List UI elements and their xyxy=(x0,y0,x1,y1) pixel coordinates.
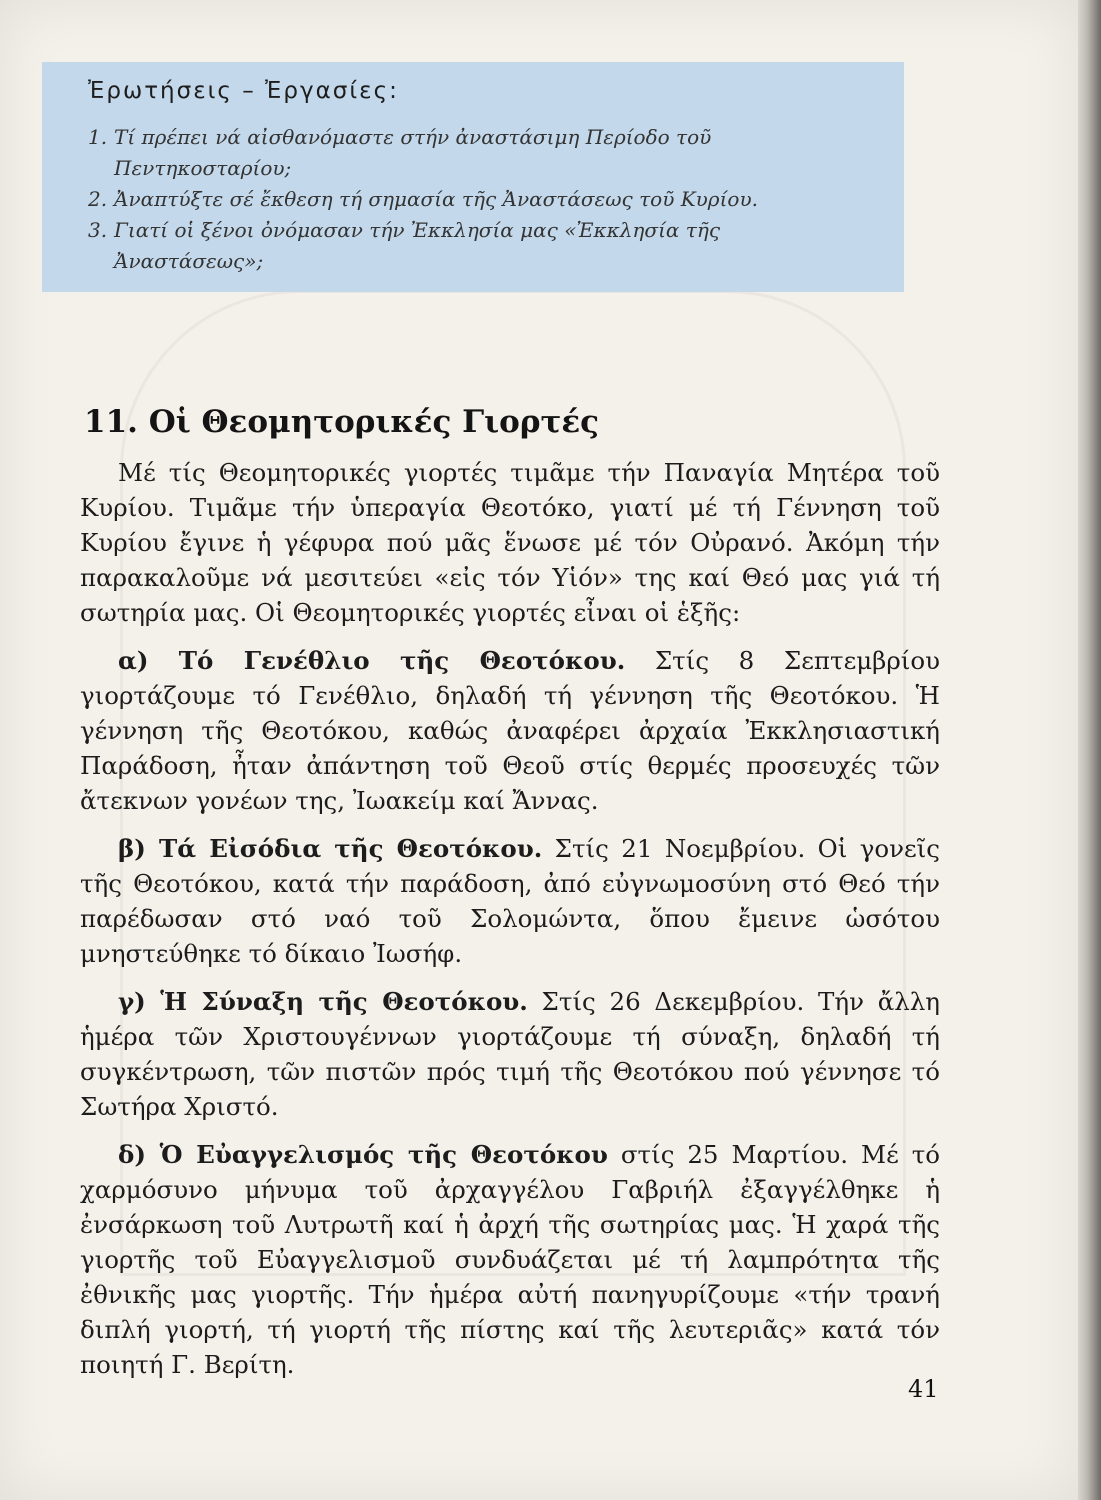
feast-text: στίς 25 Μαρτίου. Μέ τό χαρμόσυνο μήνυμα τοῦ ἀρχαγγέλου Γαβριήλ ἐξαγγέλθηκε ἡ ἐνσάρκωση τοῦ Λυτρωτῆ καί ἡ ἀρχή τῆς σωτηρίας μας. Ἡ χαρά τῆς γιορτῆς τοῦ Εὐαγγελισμοῦ συνδυάζεται μέ τή λαμπρότητα τῆς ἐθνικῆς μας γιορτῆς. Τήν ἡμέρα αὐτή πανηγυρίζουμε «τήν τρανή διπλή γιορτή, τή γιορτή τῆς πίστης καί τῆς λευτεριᾶς» κατά τόν ποιητή Γ. Βερίτη. xyxy=(80,1140,941,1379)
feast-paragraph xyxy=(80,831,940,971)
questions-list xyxy=(88,122,864,277)
question-number: 3. xyxy=(88,218,108,242)
page-number: 41 xyxy=(908,1375,939,1403)
question-text: Γιατί οἱ ξένοι ὀνόμασαν τήν Ἐκκλησία μας «Ἐκκλησία τῆς Ἀναστάσεως»; xyxy=(114,218,721,273)
question-text: Ἀναπτύξτε σέ ἔκθεση τή σημασία τῆς Ἀναστάσεως τοῦ Κυρίου. xyxy=(114,187,758,211)
section-title: 11. Οἱ Θεομητορικές Γιορτές xyxy=(84,404,600,440)
questions-title: Ἐρωτήσεις – Ἐργασίες: xyxy=(88,78,399,104)
question-number: 1. xyxy=(88,125,108,149)
feast-paragraph xyxy=(80,643,940,818)
question-number: 2. xyxy=(88,187,108,211)
question-item xyxy=(88,184,864,215)
feast-text: Στίς 26 Δεκεμβρίου. Τήν ἄλλη ἡμέρα τῶν Χριστουγέννων γιορτάζουμε τή σύναξη, δηλαδή τή συγκέντρωση, τῶν πιστῶν πρός τιμή τῆς Θεοτόκου πού γέννησε τό Σωτήρα Χριστό. xyxy=(80,987,940,1121)
feast-text: Στίς 21 Νοεμβρίου. Οἱ γονεῖς τῆς Θεοτόκου, κατά τήν παράδοση, ἀπό εὐγνωμοσύνη στό Θεό τήν παρέδωσαν στό ναό τοῦ Σολομώντα, ὅπου ἔμεινε ὡσότου μνηστεύθηκε τό δίκαιο Ἰωσήφ. xyxy=(80,834,940,968)
question-item xyxy=(88,215,864,277)
questions-box xyxy=(42,62,904,292)
intro-paragraph: Μέ τίς Θεομητορικές γιορτές τιμᾶμε τήν Παναγία Μητέρα τοῦ Κυρίου. Τιμᾶμε τήν ὑπεραγία Θεοτόκο, γιατί μέ τή Γέννηση τοῦ Κυρίου ἔγινε ἡ γέφυρα πού μᾶς ἕνωσε μέ τόν Οὐρανό. Ἀκόμη τήν παρακαλοῦμε νά μεσιτεύει «εἰς τόν Υἱόν» της καί Θεό μας γιά τή σωτηρία μας. Οἱ Θεομητορικές γιορτές εἶναι οἱ ἑξῆς: xyxy=(80,458,940,627)
question-item xyxy=(88,122,864,184)
feast-heading: δ) Ὁ Εὐαγγελισμός τῆς Θεοτόκου xyxy=(118,1140,608,1169)
feast-text: Στίς 8 Σεπτεμβρίου γιορτάζουμε τό Γενέθλιο, δηλαδή τή γέννηση τῆς Θεοτόκου. Ἡ γέννηση τῆς Θεοτόκου, καθώς ἀναφέρει ἀρχαία Ἐκκλησιαστική Παράδοση, ἦταν ἀπάντηση τοῦ Θεοῦ στίς θερμές προσευχές τῶν ἄτεκνων γονέων της, Ἰωακείμ καί Ἄννας. xyxy=(80,646,940,815)
feast-heading: α) Τό Γενέθλιο τῆς Θεοτόκου. xyxy=(118,646,626,675)
page-edge xyxy=(1078,0,1101,1500)
feast-heading: β) Τά Εἰσόδια τῆς Θεοτόκου. xyxy=(118,834,543,863)
feast-paragraph xyxy=(80,984,940,1124)
feast-paragraph xyxy=(80,1137,940,1382)
feast-heading: γ) Ἡ Σύναξη τῆς Θεοτόκου. xyxy=(118,987,528,1016)
question-text: Τί πρέπει νά αἰσθανόμαστε στήν ἀναστάσιμη Περίοδο τοῦ Πεντηκοσταρίου; xyxy=(114,125,712,180)
section-body xyxy=(80,455,940,1395)
